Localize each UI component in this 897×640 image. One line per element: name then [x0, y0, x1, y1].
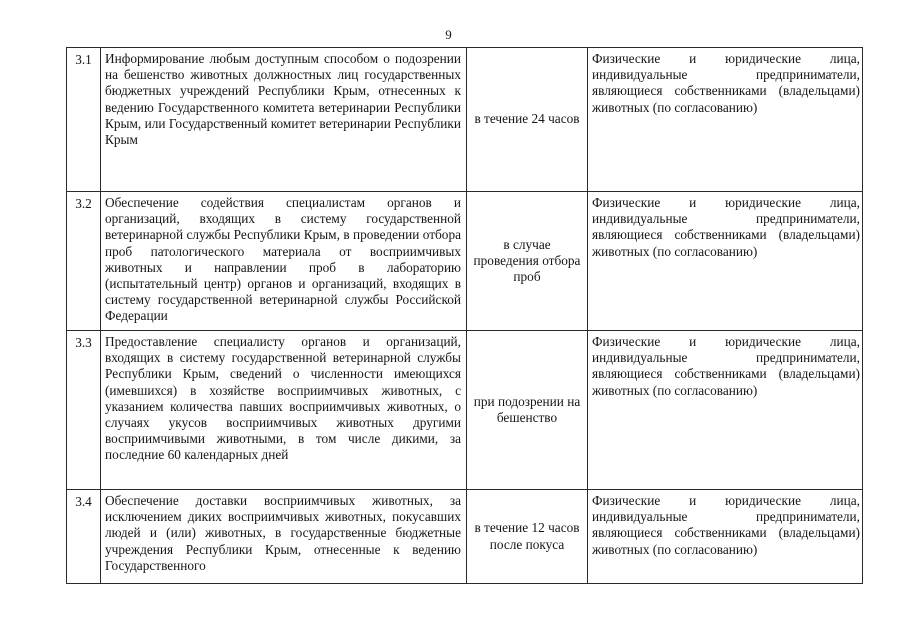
table-row — [67, 331, 863, 490]
measure-description: Обеспечение содействия специалистам органов и организаций, входящих в систему государственной ветеринарной службы Республики Крым, в проведении отбора проб патологического материала от восприимчивых животных и направлении проб в лабораторию (испытательный центр) органов и организаций, входящих в систему государственной ветеринарной службы Российской Федерации — [101, 192, 467, 331]
row-number: 3.1 — [67, 48, 101, 192]
row-number: 3.4 — [67, 490, 101, 584]
measure-description: Обеспечение доставки восприимчивых животных, за исключением диких восприимчивых животных, покусавших людей и (или) животных, в государственные бюджетные учреждения Республики Крым, отнесенные к ведению Государственного — [101, 490, 467, 584]
measure-executor: Физические и юридические лица, индивидуальные предприниматели, являющиеся собственниками (владельцами) животных (по согласованию) — [588, 192, 863, 331]
measure-description: Информирование любым доступным способом о подозрении на бешенство животных должностных лиц государственных бюджетных учреждений Республики Крым, отнесенных к ведению Государственного комитета ветеринарии Республики Крым, или Государственный комитет ветеринарии Республики Крым — [101, 48, 467, 192]
measure-executor: Физические и юридические лица, индивидуальные предприниматели, являющиеся собственниками (владельцами) животных (по согласованию) — [588, 331, 863, 490]
measure-term: в случае проведения отбора проб — [467, 192, 588, 331]
measure-description: Предоставление специалисту органов и организаций, входящих в систему государственной ветеринарной службы Республики Крым, сведений о численности имеющихся (имевшихся) в хозяйстве восприимчивых животных, с указанием количества павших восприимчивых животных, о случаях укусов восприимчивых животных другими восприимчивыми животными, в том числе дикими, за последние 60 календарных дней — [101, 331, 467, 490]
measures-table — [66, 47, 863, 584]
measure-term: в течение 24 часов — [467, 48, 588, 192]
measure-executor: Физические и юридические лица, индивидуальные предприниматели, являющиеся собственниками (владельцами) животных (по согласованию) — [588, 48, 863, 192]
row-number: 3.2 — [67, 192, 101, 331]
table-row — [67, 48, 863, 192]
page-number: 9 — [445, 27, 452, 42]
row-number: 3.3 — [67, 331, 101, 490]
measure-term: при подозрении на бешенство — [467, 331, 588, 490]
measure-executor: Физические и юридические лица, индивидуальные предприниматели, являющиеся собственниками (владельцами) животных (по согласованию) — [588, 490, 863, 584]
table-row — [67, 490, 863, 584]
table-row — [67, 192, 863, 331]
measure-term: в течение 12 часов после покуса — [467, 490, 588, 584]
